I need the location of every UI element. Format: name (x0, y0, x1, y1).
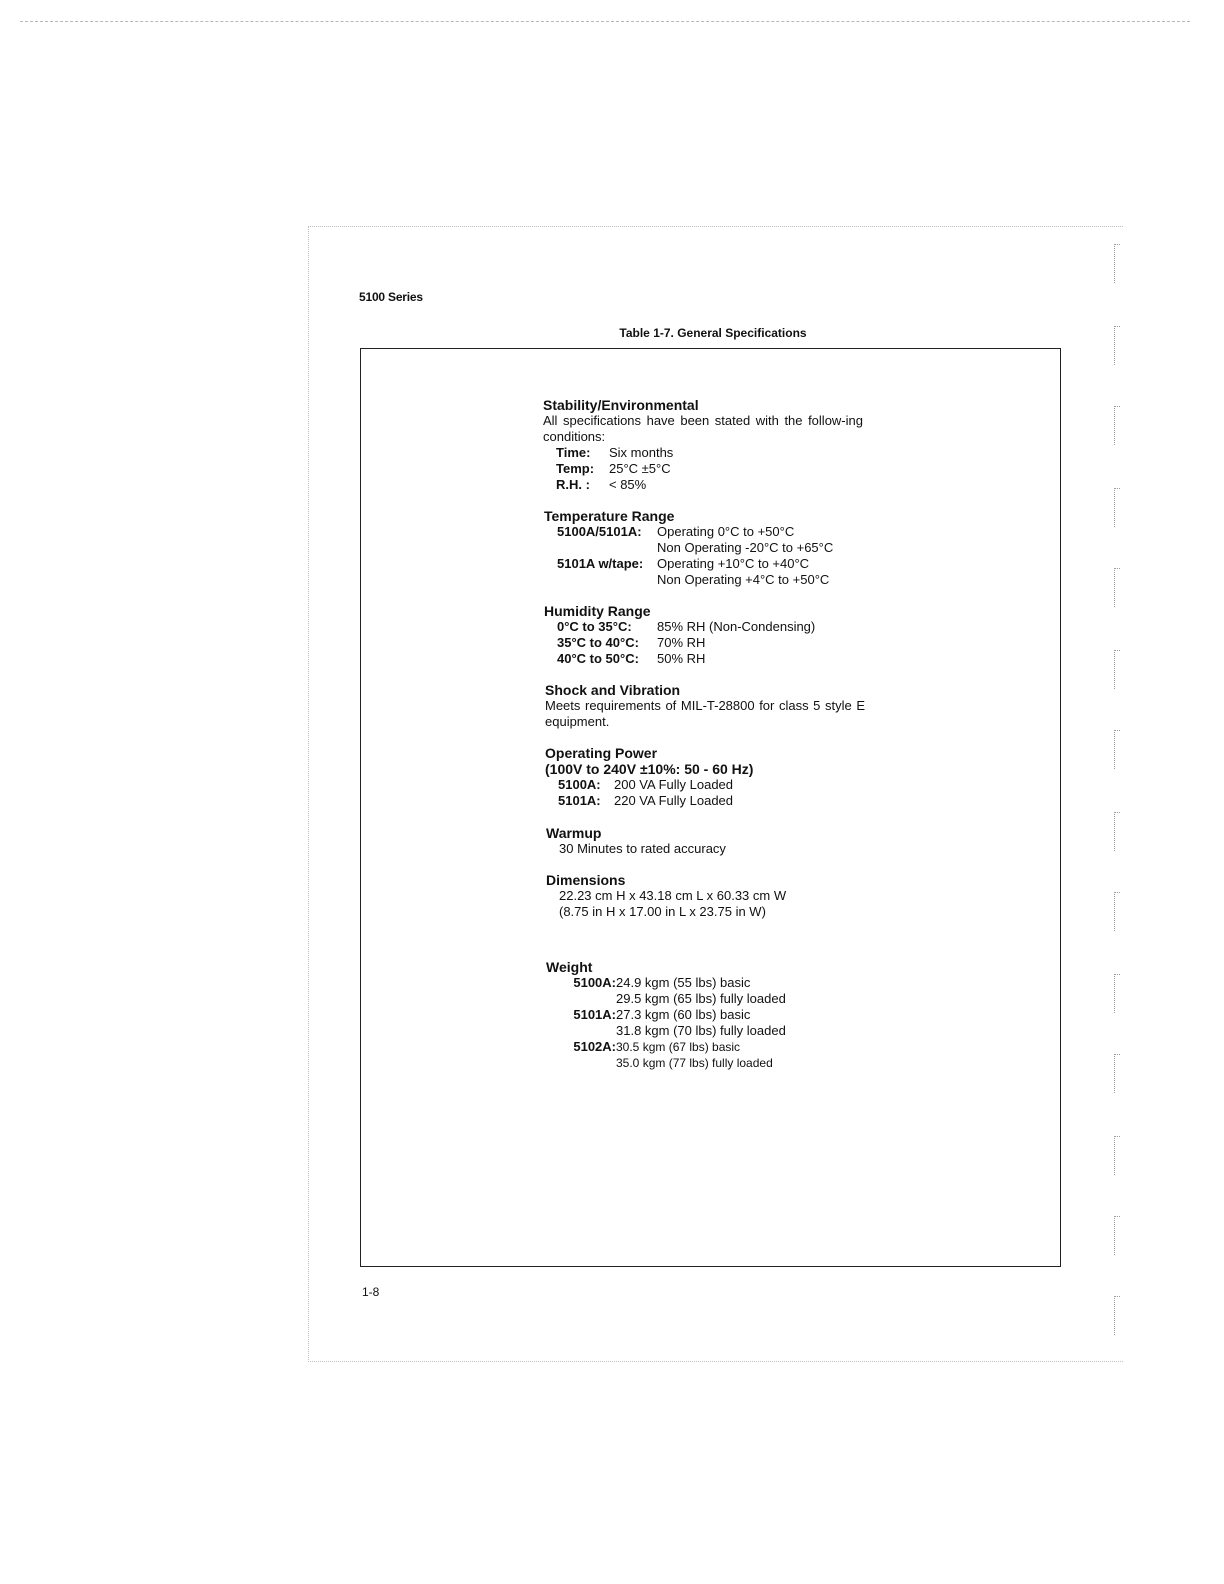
section-title: Humidity Range (544, 603, 651, 619)
spec-label: R.H. : (556, 477, 590, 492)
spec-row (546, 1007, 786, 1023)
spec-row (545, 777, 753, 793)
spec-label: 5100A: (573, 975, 616, 990)
spec-value: Operating 0°C to +50°C (657, 524, 795, 539)
spec-row (544, 524, 833, 540)
spec-value: 24.9 kgm (55 lbs) basic (616, 975, 751, 990)
spec-row (546, 1023, 786, 1039)
series-header: 5100 Series (359, 290, 423, 304)
spec-value: Operating +10°C to +40°C (657, 556, 810, 571)
section-temperature (544, 508, 833, 588)
spec-value: 70% RH (657, 635, 706, 650)
spec-row (544, 651, 815, 667)
section-title: Temperature Range (544, 508, 675, 524)
spec-label: 5101A w/tape: (557, 556, 644, 571)
section-title: Dimensions (546, 872, 626, 888)
table-title: Table 1-7. General Specifications (619, 326, 807, 340)
spec-row (546, 991, 786, 1007)
spec-label: 5102A: (573, 1039, 616, 1054)
spec-value: 200 VA Fully Loaded (614, 777, 734, 792)
scan-edge-marks (1110, 240, 1140, 1340)
spec-row (546, 1055, 786, 1071)
section-text: 30 Minutes to rated accuracy (559, 841, 726, 856)
section-subtitle: (100V to 240V ±10%: 50 - 60 Hz) (545, 761, 754, 777)
section-weight (546, 959, 786, 1071)
spec-row (543, 461, 863, 477)
dimension-line: (8.75 in H x 17.00 in L x 23.75 in W) (559, 904, 766, 919)
spec-value: 50% RH (657, 651, 706, 666)
spec-value: Non Operating -20°C to +65°C (657, 540, 834, 555)
spec-label: 5100A: (558, 777, 601, 792)
spec-label: Temp: (556, 461, 595, 476)
spec-value: 220 VA Fully Loaded (614, 793, 734, 808)
spec-value: 27.3 kgm (60 lbs) basic (616, 1007, 751, 1022)
spec-label: 5101A: (558, 793, 601, 808)
spec-row (544, 572, 833, 588)
page-number: 1-8 (362, 1285, 380, 1299)
section-warmup (546, 825, 726, 857)
spec-row (546, 1039, 786, 1055)
section-dimensions (546, 872, 786, 920)
spec-label: 0°C to 35°C: (557, 619, 632, 634)
section-text: Meets requirements of MIL-T-28800 for class 5 style E equipment. (545, 698, 865, 729)
spec-row (544, 540, 833, 556)
spec-row (543, 477, 863, 493)
spec-row (544, 556, 833, 572)
spec-label: Time: (556, 445, 591, 460)
spec-label: 5101A: (573, 1007, 616, 1022)
spec-label: 35°C to 40°C: (557, 635, 639, 650)
dimension-line: 22.23 cm H x 43.18 cm L x 60.33 cm W (559, 888, 787, 903)
spec-value: 31.8 kgm (70 lbs) fully loaded (616, 1023, 786, 1038)
section-title: Weight (546, 959, 593, 975)
spec-row (545, 793, 753, 809)
spec-value: Six months (609, 445, 674, 460)
scan-top-line (20, 21, 1190, 22)
spec-value: 25°C ±5°C (609, 461, 671, 476)
section-humidity (544, 603, 815, 667)
spec-value: Non Operating +4°C to +50°C (657, 572, 830, 587)
section-title: Stability/Environmental (543, 397, 699, 413)
spec-value: < 85% (609, 477, 647, 492)
spec-value: 35.0 kgm (77 lbs) fully loaded (616, 1056, 773, 1070)
section-intro: All specifications have been stated with the follow-ing conditions: (543, 413, 863, 444)
section-shock (545, 682, 865, 730)
section-stability (543, 397, 863, 493)
spec-label: 40°C to 50°C: (557, 651, 639, 666)
spec-value: 85% RH (Non-Condensing) (657, 619, 816, 634)
spec-row (544, 619, 815, 635)
section-title: Shock and Vibration (545, 682, 681, 698)
spec-value: 29.5 kgm (65 lbs) fully loaded (616, 991, 786, 1006)
section-title: Operating Power (545, 745, 658, 761)
spec-row (543, 445, 863, 461)
section-title: Warmup (546, 825, 602, 841)
spec-row (546, 975, 786, 991)
spec-label: 5100A/5101A: (557, 524, 642, 539)
spec-value: 30.5 kgm (67 lbs) basic (616, 1040, 741, 1054)
spec-row (544, 635, 815, 651)
section-power (545, 745, 753, 809)
